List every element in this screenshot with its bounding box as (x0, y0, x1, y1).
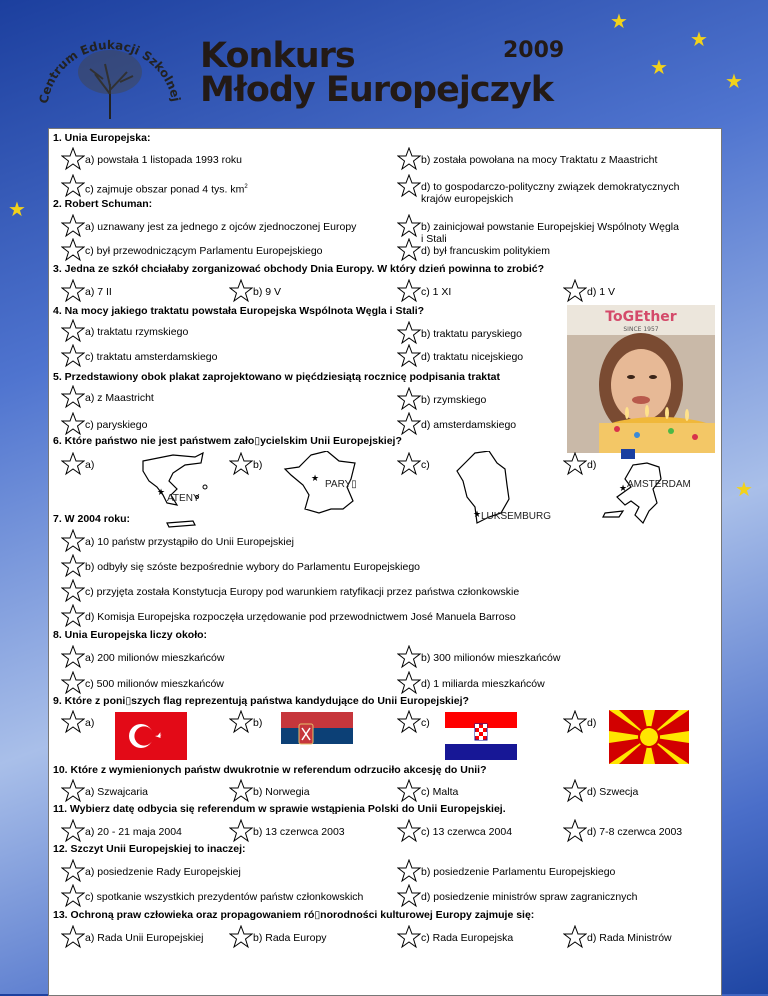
star-icon: ★ (157, 487, 166, 497)
star-checkbox-icon[interactable] (397, 214, 421, 238)
star-checkbox-icon[interactable] (397, 779, 421, 803)
star-checkbox-icon[interactable] (397, 859, 421, 883)
map-label-luxembourg: LUKSEMBURG (481, 511, 552, 522)
map-label-athens: ATENY (167, 493, 200, 504)
star-checkbox-icon[interactable] (397, 925, 421, 949)
option[interactable]: d) Rada Ministrów (587, 932, 672, 944)
option[interactable]: a) Rada Unii Europejskiej (85, 932, 203, 944)
question-9: 9. Które z poni▯szych flag reprezentują państwa kandydujące do Unii Europejskiej? (53, 695, 469, 707)
star-checkbox-icon[interactable] (397, 344, 421, 368)
star-checkbox-icon[interactable] (61, 579, 85, 603)
star-checkbox-icon[interactable] (61, 884, 85, 908)
star-checkbox-icon[interactable] (61, 554, 85, 578)
option[interactable]: b) Rada Europy (253, 932, 327, 944)
question-13: 13. Ochroną praw człowieka oraz propagowaniem ró▯norodności kulturowej Europy zajmuje się: (53, 909, 535, 921)
option[interactable]: d) (587, 717, 596, 729)
star-checkbox-icon[interactable] (61, 412, 85, 436)
star-checkbox-icon[interactable] (397, 387, 421, 411)
option[interactable]: b) posiedzenie Parlamentu Europejskiego (421, 866, 615, 878)
question-8: 8. Unia Europejska liczy około: (53, 629, 208, 641)
question-4: 4. Na mocy jakiego traktatu powstała Europejska Wspólnota Węgla i Stali? (53, 305, 425, 317)
option[interactable]: c) Rada Europejska (421, 932, 513, 944)
svg-text:ToGEther: ToGEther (605, 309, 677, 325)
star-checkbox-icon[interactable] (61, 710, 85, 734)
star-checkbox-icon[interactable] (397, 452, 421, 476)
star-checkbox-icon[interactable] (61, 859, 85, 883)
star-checkbox-icon[interactable] (229, 819, 253, 843)
option[interactable]: a) 10 państw przystąpiło do Unii Europejskiej (85, 536, 294, 548)
logo-icon (35, 24, 185, 124)
option[interactable]: c) traktatu amsterdamskiego (85, 351, 217, 363)
question-6: 6. Które państwo nie jest państwem zało▯ycielskim Unii Europejskiej? (53, 435, 402, 447)
header (0, 0, 768, 128)
option[interactable]: b) została powołana na mocy Traktatu z Maastricht (421, 154, 657, 166)
star-checkbox-icon[interactable] (61, 319, 85, 343)
question-3: 3. Jedna ze szkół chciałaby zorganizować obchody Dnia Europy. W który dzień powinna to zrobić? (53, 263, 545, 275)
greece-map-icon (133, 447, 221, 529)
option[interactable]: c) był przewodniczącym Parlamentu Europejskiego (85, 245, 323, 257)
option[interactable]: c) (421, 717, 430, 729)
map-label-paris: PARY▯ (325, 479, 357, 490)
option[interactable]: d) traktatu nicejskiego (421, 351, 523, 363)
star-checkbox-icon[interactable] (397, 238, 421, 262)
star-checkbox-icon[interactable] (61, 214, 85, 238)
turkey-flag-icon (115, 712, 187, 760)
bg-star-icon: ★ (735, 479, 753, 501)
bg-star-icon: ★ (8, 199, 26, 221)
option[interactable]: d) to gospodarczo-polityczny związek demokratycznych krajów europejskich (421, 181, 680, 205)
option[interactable]: b) traktatu paryskiego (421, 328, 522, 340)
star-checkbox-icon[interactable] (563, 452, 587, 476)
option[interactable]: a) (85, 717, 94, 729)
croatia-flag-icon (445, 712, 517, 760)
option[interactable]: d) był francuskim politykiem (421, 245, 550, 257)
question-11: 11. Wybierz datę odbycia się referendum w sprawie wstąpienia Polski do Unii Europejskiej. (53, 803, 506, 815)
macedonia-flag-icon (609, 710, 689, 764)
option[interactable]: c) paryskiego (85, 419, 147, 431)
option[interactable]: b) (253, 459, 262, 471)
bg-star-icon: ★ (610, 11, 628, 33)
star-checkbox-icon[interactable] (563, 779, 587, 803)
option[interactable]: a) z Maastricht (85, 392, 154, 404)
star-checkbox-icon[interactable] (397, 174, 421, 198)
svg-text:SINCE 1957: SINCE 1957 (623, 326, 659, 333)
question-2: 2. Robert Schuman: (53, 198, 153, 210)
option[interactable]: d) Komisja Europejska rozpoczęła urzędowanie pod przewodnictwem José Manuela Barroso (85, 611, 516, 623)
contest-title: Konkurs Młody Europejczyk (200, 36, 554, 110)
option[interactable]: d) Szwecja (587, 786, 638, 798)
star-checkbox-icon[interactable] (397, 710, 421, 734)
option[interactable]: d) 1 miliarda mieszkańców (421, 678, 545, 690)
map-label-amsterdam: AMSTERDAM (627, 479, 691, 490)
bg-star-icon: ★ (725, 71, 743, 93)
option[interactable]: d) 7-8 czerwca 2003 (587, 826, 682, 838)
option[interactable]: b) odbyły się szóste bezpośrednie wybory do Parlamentu Europejskiego (85, 561, 420, 573)
star-checkbox-icon[interactable] (61, 604, 85, 628)
option[interactable]: b) 9 V (253, 286, 281, 298)
star-checkbox-icon[interactable] (397, 279, 421, 303)
star-icon: ★ (619, 483, 628, 493)
option[interactable]: b) zainicjował powstanie Europejskiej Wspólnoty Węgla i Stali (421, 221, 679, 245)
quiz-panel (48, 128, 722, 996)
star-checkbox-icon[interactable] (61, 147, 85, 171)
question-12: 12. Szczyt Unii Europejskiej to inaczej: (53, 843, 246, 855)
star-checkbox-icon[interactable] (397, 819, 421, 843)
star-checkbox-icon[interactable] (397, 147, 421, 171)
option[interactable]: d) posiedzenie ministrów spraw zagranicznych (421, 891, 638, 903)
star-checkbox-icon[interactable] (563, 710, 587, 734)
contest-year: 2009 (503, 38, 565, 63)
option[interactable]: a) powstała 1 listopada 1993 roku (85, 154, 242, 166)
star-checkbox-icon[interactable] (229, 925, 253, 949)
option[interactable]: a) 20 - 21 maja 2004 (85, 826, 182, 838)
option[interactable]: d) 1 V (587, 286, 615, 298)
option[interactable]: b) (253, 717, 262, 729)
star-checkbox-icon[interactable] (61, 925, 85, 949)
star-checkbox-icon[interactable] (61, 779, 85, 803)
star-checkbox-icon[interactable] (397, 321, 421, 345)
star-checkbox-icon[interactable] (397, 884, 421, 908)
star-checkbox-icon[interactable] (229, 452, 253, 476)
option[interactable]: c) 500 milionów mieszkańców (85, 678, 224, 690)
star-checkbox-icon[interactable] (61, 452, 85, 476)
star-checkbox-icon[interactable] (229, 779, 253, 803)
star-checkbox-icon[interactable] (61, 174, 85, 198)
option[interactable]: a) 7 II (85, 286, 112, 298)
option[interactable]: a) (85, 459, 94, 471)
star-checkbox-icon[interactable] (563, 279, 587, 303)
option[interactable]: c) 1 XI (421, 286, 451, 298)
option[interactable]: b) 300 milionów mieszkańców (421, 652, 560, 664)
option[interactable]: c) Malta (421, 786, 458, 798)
star-checkbox-icon[interactable] (61, 645, 85, 669)
option[interactable]: d) amsterdamskiego (421, 419, 516, 431)
star-checkbox-icon[interactable] (397, 645, 421, 669)
option[interactable]: a) Szwajcaria (85, 786, 148, 798)
option[interactable]: b) 13 czerwca 2003 (253, 826, 345, 838)
star-checkbox-icon[interactable] (61, 344, 85, 368)
question-10: 10. Które z wymienionych państw dwukrotnie w referendum odrzuciło akcesję do Unii? (53, 764, 487, 776)
star-checkbox-icon[interactable] (61, 819, 85, 843)
option[interactable]: a) 200 milionów mieszkańców (85, 652, 224, 664)
option[interactable]: c) 13 czerwca 2004 (421, 826, 512, 838)
option[interactable]: c) (421, 459, 430, 471)
star-checkbox-icon[interactable] (61, 279, 85, 303)
bg-star-icon: ★ (690, 29, 708, 51)
star-checkbox-icon[interactable] (563, 925, 587, 949)
question-5: 5. Przedstawiony obok plakat zaprojektowano w pięćdziesiątą rocznicę podpisania traktat (53, 371, 500, 383)
star-icon: ★ (311, 473, 320, 483)
star-checkbox-icon[interactable] (229, 279, 253, 303)
bg-star-icon: ★ (650, 57, 668, 79)
poster-photo (567, 305, 715, 453)
star-checkbox-icon[interactable] (229, 710, 253, 734)
option[interactable]: c) przyjęta została Konstytucja Europy pod warunkiem ratyfikacji przez państwa członkowskie (85, 586, 519, 598)
option[interactable]: d) (587, 459, 596, 471)
option[interactable]: c) zajmuje obszar ponad 4 tys. $km^2$ (85, 181, 248, 196)
star-checkbox-icon[interactable] (61, 529, 85, 553)
question-1: 1. Unia Europejska: (53, 132, 151, 144)
star-checkbox-icon[interactable] (397, 412, 421, 436)
star-icon: ★ (473, 509, 482, 519)
question-7: 7. W 2004 roku: (53, 513, 131, 525)
star-checkbox-icon[interactable] (397, 671, 421, 695)
option[interactable]: a) posiedzenie Rady Europejskiej (85, 866, 241, 878)
option[interactable]: a) traktatu rzymskiego (85, 326, 188, 338)
serbia-flag-icon (281, 712, 353, 760)
option[interactable]: b) rzymskiego (421, 394, 486, 406)
option[interactable]: c) spotkanie wszystkich prezydentów państw członkowskich (85, 891, 363, 903)
option[interactable]: a) uznawany jest za jednego z ojców zjednoczonej Europy (85, 221, 356, 233)
option[interactable]: b) Norwegia (253, 786, 310, 798)
star-checkbox-icon[interactable] (61, 385, 85, 409)
star-checkbox-icon[interactable] (61, 238, 85, 262)
star-checkbox-icon[interactable] (61, 671, 85, 695)
svg-text:Centrum Edukacji Szkolnej: Centrum Edukacji Szkolnej (36, 37, 184, 105)
star-checkbox-icon[interactable] (563, 819, 587, 843)
